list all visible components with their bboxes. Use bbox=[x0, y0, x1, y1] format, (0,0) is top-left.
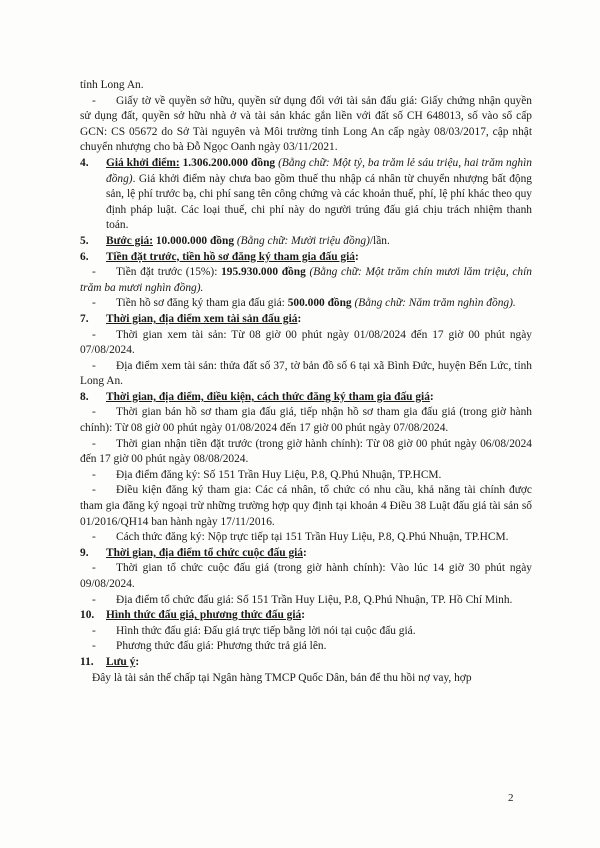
text-run: Phương thức đấu giá: Phương thức trả giá lên. bbox=[116, 640, 327, 653]
section-number: 8. bbox=[80, 390, 89, 403]
paragraph bbox=[80, 265, 532, 296]
section-heading bbox=[80, 250, 532, 266]
text-run: Đây là tài sản thế chấp tại Ngân hàng TMCP Quốc Dân, bán để thu hồi nợ vay, hợp bbox=[92, 671, 472, 684]
text-run: Giá khởi điểm: bbox=[106, 156, 180, 169]
list-dash: - bbox=[92, 406, 96, 419]
text-run: (Bằng chữ: Một tỷ, ba trăm lẻ sáu triệu, hai trăm nghìn đồng) bbox=[106, 156, 532, 185]
paragraph bbox=[80, 639, 532, 655]
text-run: . Giá khởi điểm này chưa bao gồm thuế thu nhập cá nhân từ chuyển nhượng bất động sản, lệ phí trước bạ, chi phí sang tên công chứng và các khoản thuế, phí, lệ phí khác theo quy định pháp luật. Các loại thuế, chi phí này do người trúng đấu giá chịu trách nhiệm thanh toán. bbox=[106, 172, 532, 232]
text-run: Địa điểm tổ chức đấu giá: Số 151 Trần Huy Liệu, P.8, Q.Phú Nhuận, TP. Hồ Chí Minh. bbox=[116, 593, 513, 606]
section-heading bbox=[80, 608, 532, 624]
document-body bbox=[80, 78, 532, 686]
text-run: Điều kiện đăng ký tham gia: Các cá nhân, tổ chức có nhu cầu, khả năng tài chính được tham gia đăng ký ngoại trừ những trường hợp quy định tại khoản 4 Điều 38 Luật đấu giá tài sản số 01/2016/QH14 ban hành ngày 17/11/2016. bbox=[80, 484, 532, 528]
section-heading-text bbox=[106, 234, 390, 250]
text-run: Tiền đặt trước (15%): bbox=[116, 266, 222, 279]
section-number: 10. bbox=[80, 609, 95, 622]
paragraph bbox=[80, 530, 532, 546]
text-run: Thời gian, địa điểm tổ chức cuộc đấu giá bbox=[106, 546, 303, 559]
paragraph bbox=[80, 483, 532, 530]
list-dash: - bbox=[92, 640, 96, 653]
paragraph bbox=[80, 437, 532, 468]
text-run: Bước giá: bbox=[106, 234, 153, 247]
section-heading-text bbox=[106, 156, 532, 234]
text-run: : bbox=[355, 250, 359, 263]
list-dash: - bbox=[92, 468, 96, 481]
section-heading-text bbox=[106, 546, 307, 562]
paragraph bbox=[80, 468, 532, 484]
section-number: 11. bbox=[80, 655, 94, 668]
text-run: : bbox=[301, 609, 305, 622]
list-dash: - bbox=[92, 297, 96, 310]
list-dash: - bbox=[92, 94, 96, 107]
paragraph bbox=[80, 624, 532, 640]
text-run: Thời gian, địa điểm, điều kiện, cách thức đăng ký tham gia đấu giá bbox=[106, 390, 430, 403]
list-dash: - bbox=[92, 624, 96, 637]
text-run: : bbox=[297, 312, 302, 325]
text-run: Thời gian tổ chức cuộc đấu giá (trong giờ hành chính): Vào lúc 14 giờ 30 phút ngày 09/08/2024. bbox=[80, 562, 532, 590]
list-dash: - bbox=[92, 593, 96, 606]
text-run: (Bằng chữ: Mười triệu đồng) bbox=[234, 234, 370, 247]
list-dash: - bbox=[92, 437, 96, 450]
text-run: /lần. bbox=[369, 234, 390, 247]
text-run: Tiền hồ sơ đăng ký tham gia đấu giá: bbox=[116, 297, 288, 310]
list-dash: - bbox=[92, 484, 96, 497]
text-run: 195.930.000 đồng bbox=[221, 266, 306, 279]
paragraph bbox=[80, 593, 532, 609]
section-heading-text bbox=[106, 312, 301, 328]
section-number: 5. bbox=[80, 234, 89, 247]
paragraph bbox=[80, 405, 532, 436]
text-run: Địa điểm đăng ký: Số 151 Trần Huy Liệu, P.8, Q.Phú Nhuận, TP.HCM. bbox=[116, 468, 442, 481]
section-heading bbox=[80, 234, 532, 250]
section-heading-text bbox=[106, 655, 139, 671]
section-heading bbox=[80, 156, 532, 234]
section-number: 6. bbox=[80, 250, 89, 263]
text-run: (Bằng chữ: Một trăm chín mươi lăm triệu, chín trăm ba mươi nghìn đồng). bbox=[80, 266, 532, 294]
text-run: tỉnh Long An. bbox=[80, 79, 144, 91]
list-dash: - bbox=[92, 328, 96, 341]
section-heading bbox=[80, 390, 532, 406]
section-heading bbox=[80, 546, 532, 562]
text-run: Thời gian bán hồ sơ tham gia đấu giá, tiếp nhận hồ sơ tham gia đấu giá (trong giờ hành chính): Từ 08 giờ 00 phút ngày 01/08/2024 đến 17 giờ 00 phút ngày 07/08/2024. bbox=[80, 406, 532, 435]
paragraph bbox=[80, 296, 532, 312]
text-run: Hình thức đấu giá, phương thức đấu giá bbox=[106, 609, 302, 622]
section-number: 7. bbox=[80, 312, 89, 325]
text-run: 10.000.000 đồng bbox=[153, 234, 235, 247]
text-run: Thời gian xem tài sản: Từ 08 giờ 00 phút ngày 01/08/2024 đến 17 giờ 00 phút ngày 07/08/2024. bbox=[80, 328, 532, 357]
section-number: 9. bbox=[80, 546, 89, 559]
list-dash: - bbox=[92, 531, 96, 544]
text-run: Địa điểm xem tài sản: thửa đất số 37, tờ bản đồ số 6 tại xã Bình Đức, huyện Bến Lức, tỉnh Long An. bbox=[80, 359, 532, 388]
text-run: Cách thức đăng ký: Nộp trực tiếp tại 151 Trần Huy Liệu, P.8, Q.Phú Nhuận, TP.HCM. bbox=[116, 531, 509, 544]
list-dash: - bbox=[92, 359, 96, 372]
paragraph bbox=[80, 78, 532, 94]
text-run: Hình thức đấu giá: Đấu giá trực tiếp bằng lời nói tại cuộc đấu giá. bbox=[116, 624, 416, 637]
text-run: 1.306.200.000 đồng bbox=[179, 156, 276, 169]
section-heading-text bbox=[106, 390, 434, 406]
paragraph bbox=[80, 561, 532, 592]
text-run: : bbox=[303, 546, 307, 559]
section-heading-text bbox=[106, 608, 305, 624]
text-run: Giấy tờ về quyền sở hữu, quyền sử dụng đối với tài sản đấu giá: Giấy chứng nhận quyền sử dụng đất, quyền sở hữu nhà ở và tài sản khác gắn liền với đất số CH 648013, số vào sổ cấp GCN: CS 05672 do Sở Tài nguyên và Môi trường tỉnh Long An cấp ngày 08/03/2017, cập nhật chuyển nhượng cho bà Đỗ Ngọc Oanh ngày 03/11/2021. bbox=[80, 94, 532, 154]
text-run: Tiền đặt trước, tiền hồ sơ đăng ký tham gia đấu giá bbox=[106, 250, 355, 263]
text-run: : bbox=[135, 655, 140, 668]
text-run: Thời gian, địa điểm xem tài sản đấu giá bbox=[106, 312, 298, 325]
paragraph bbox=[80, 359, 532, 390]
section-heading-text bbox=[106, 250, 359, 266]
page-number: 2 bbox=[508, 792, 514, 804]
section-heading bbox=[80, 312, 532, 328]
paragraph bbox=[80, 328, 532, 359]
text-run: Thời gian nhận tiền đặt trước (trong giờ hành chính): Từ 08 giờ 00 phút ngày 06/08/2024 đến 17 giờ 00 phút ngày 08/08/2024. bbox=[80, 437, 532, 466]
list-dash: - bbox=[92, 266, 96, 279]
text-run: 500.000 đồng bbox=[287, 297, 352, 310]
paragraph bbox=[80, 94, 532, 156]
section-number: 4. bbox=[80, 156, 89, 169]
paragraph bbox=[80, 671, 532, 687]
list-dash: - bbox=[92, 562, 96, 575]
text-run: Lưu ý bbox=[106, 655, 136, 668]
text-run: : bbox=[429, 390, 434, 403]
text-run: (Bằng chữ: Năm trăm nghìn đồng). bbox=[351, 297, 516, 310]
section-heading bbox=[80, 655, 532, 671]
